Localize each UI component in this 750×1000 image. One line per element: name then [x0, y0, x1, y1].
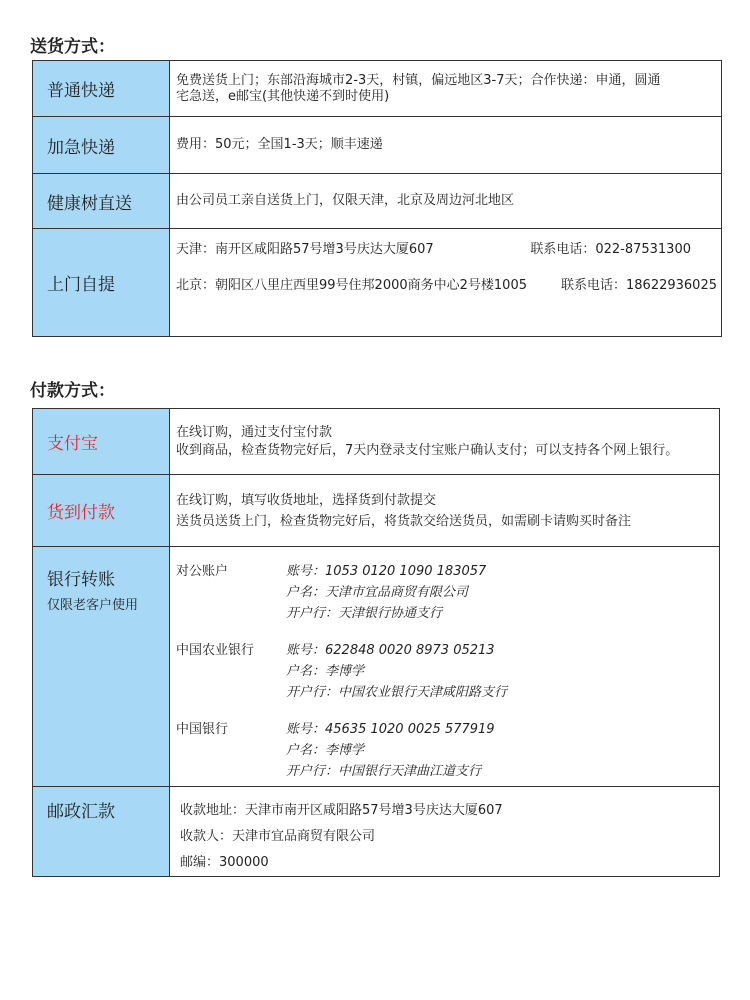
content-line: 收款地址：天津市南开区咸阳路57号增3号庆达大厦607 — [180, 803, 503, 818]
bank-branch: 开户行：中国银行天津曲江道支行 — [286, 764, 482, 779]
bank-account-holder: 户名：李博学 — [286, 743, 365, 758]
direct-delivery-content — [170, 174, 722, 229]
content-line: 收款人：天津市宜品商贸有限公司 — [180, 829, 376, 844]
content-line: 邮编：300000 — [180, 855, 269, 870]
content-line: 宅急送，e邮宝(其他快递不到时使用) — [176, 89, 390, 104]
pickup-label: 上门自提 — [33, 229, 170, 337]
bank-transfer-note: 仅限老客户使用 — [47, 598, 139, 613]
bank-account-block — [176, 561, 719, 624]
payment-table — [32, 408, 720, 877]
shipping-row-pickup — [33, 229, 722, 337]
pickup-address: 北京：朝阳区八里庄西里99号住邦2000商务中心2号楼1005 — [176, 278, 527, 293]
bank-account-holder: 户名：李博学 — [286, 664, 365, 679]
shipping-title: 送货方式： — [30, 37, 115, 57]
bank-branch: 开户行：天津银行协通支行 — [286, 606, 443, 621]
bank-name: 中国农业银行 — [176, 643, 255, 658]
bank-transfer-title: 银行转账 — [47, 570, 115, 590]
pickup-content — [170, 229, 722, 337]
pickup-beijing — [176, 278, 717, 294]
pickup-tianjin — [176, 242, 717, 258]
standard-express-label: 普通快递 — [33, 61, 170, 117]
content-line: 收到商品，检查货物完好后，7天内登录支付宝账户确认支付；可以支持各个网上银行。 — [176, 442, 679, 458]
bank-name: 中国银行 — [176, 722, 229, 737]
direct-delivery-label: 健康树直送 — [33, 174, 170, 229]
bank-account-block — [176, 719, 719, 782]
payment-row-cod — [33, 475, 720, 547]
shipping-row-direct — [33, 174, 722, 229]
shipping-table — [32, 60, 722, 337]
bank-transfer-label — [33, 547, 170, 787]
pickup-phone: 联系电话：022-87531300 — [530, 242, 691, 257]
shipping-row-urgent — [33, 117, 722, 174]
content-line: 费用：50元；全国1-3天；顺丰速递 — [176, 137, 383, 152]
pickup-address: 天津：南开区咸阳路57号增3号庆达大厦607 — [176, 242, 434, 257]
bank-account-block — [176, 640, 719, 703]
postal-remittance-label: 邮政汇款 — [33, 787, 170, 877]
content-line: 送货员送货上门，检查货物完好后，将货款交给送货员，如需刷卡请购买时备注 — [176, 513, 632, 529]
bank-transfer-content — [170, 547, 720, 787]
content-line: 免费送货上门；东部沿海城市2-3天，村镇，偏远地区3-7天；合作快递：申通，圆通 — [176, 73, 661, 88]
payment-row-alipay — [33, 409, 720, 475]
bank-account-number: 账号：45635 1020 0025 577919 — [286, 722, 495, 737]
cod-label: 货到付款 — [33, 475, 170, 547]
cod-content — [170, 475, 720, 547]
bank-account-number: 账号：1053 0120 1090 183057 — [286, 564, 487, 579]
content-line: 在线订购，通过支付宝付款 — [176, 424, 333, 440]
bank-account-holder: 户名：天津市宜品商贸有限公司 — [286, 585, 469, 600]
content-line: 由公司员工亲自送货上门，仅限天津，北京及周边河北地区 — [176, 193, 515, 208]
standard-express-content — [170, 61, 722, 117]
urgent-express-content — [170, 117, 722, 174]
bank-name: 对公账户 — [176, 564, 229, 579]
bank-branch: 开户行：中国农业银行天津咸阳路支行 — [286, 685, 508, 700]
urgent-express-label: 加急快递 — [33, 117, 170, 174]
payment-row-bank — [33, 547, 720, 787]
postal-remittance-content — [170, 787, 720, 877]
pickup-phone: 联系电话：18622936025 — [561, 278, 717, 293]
content-line: 在线订购，填写收货地址，选择货到付款提交 — [176, 492, 437, 508]
payment-title: 付款方式： — [30, 381, 115, 401]
alipay-label: 支付宝 — [33, 409, 170, 475]
alipay-content — [170, 409, 720, 475]
bank-account-number: 账号：622848 0020 8973 05213 — [286, 643, 495, 658]
payment-row-postal — [33, 787, 720, 877]
shipping-row-standard — [33, 61, 722, 117]
